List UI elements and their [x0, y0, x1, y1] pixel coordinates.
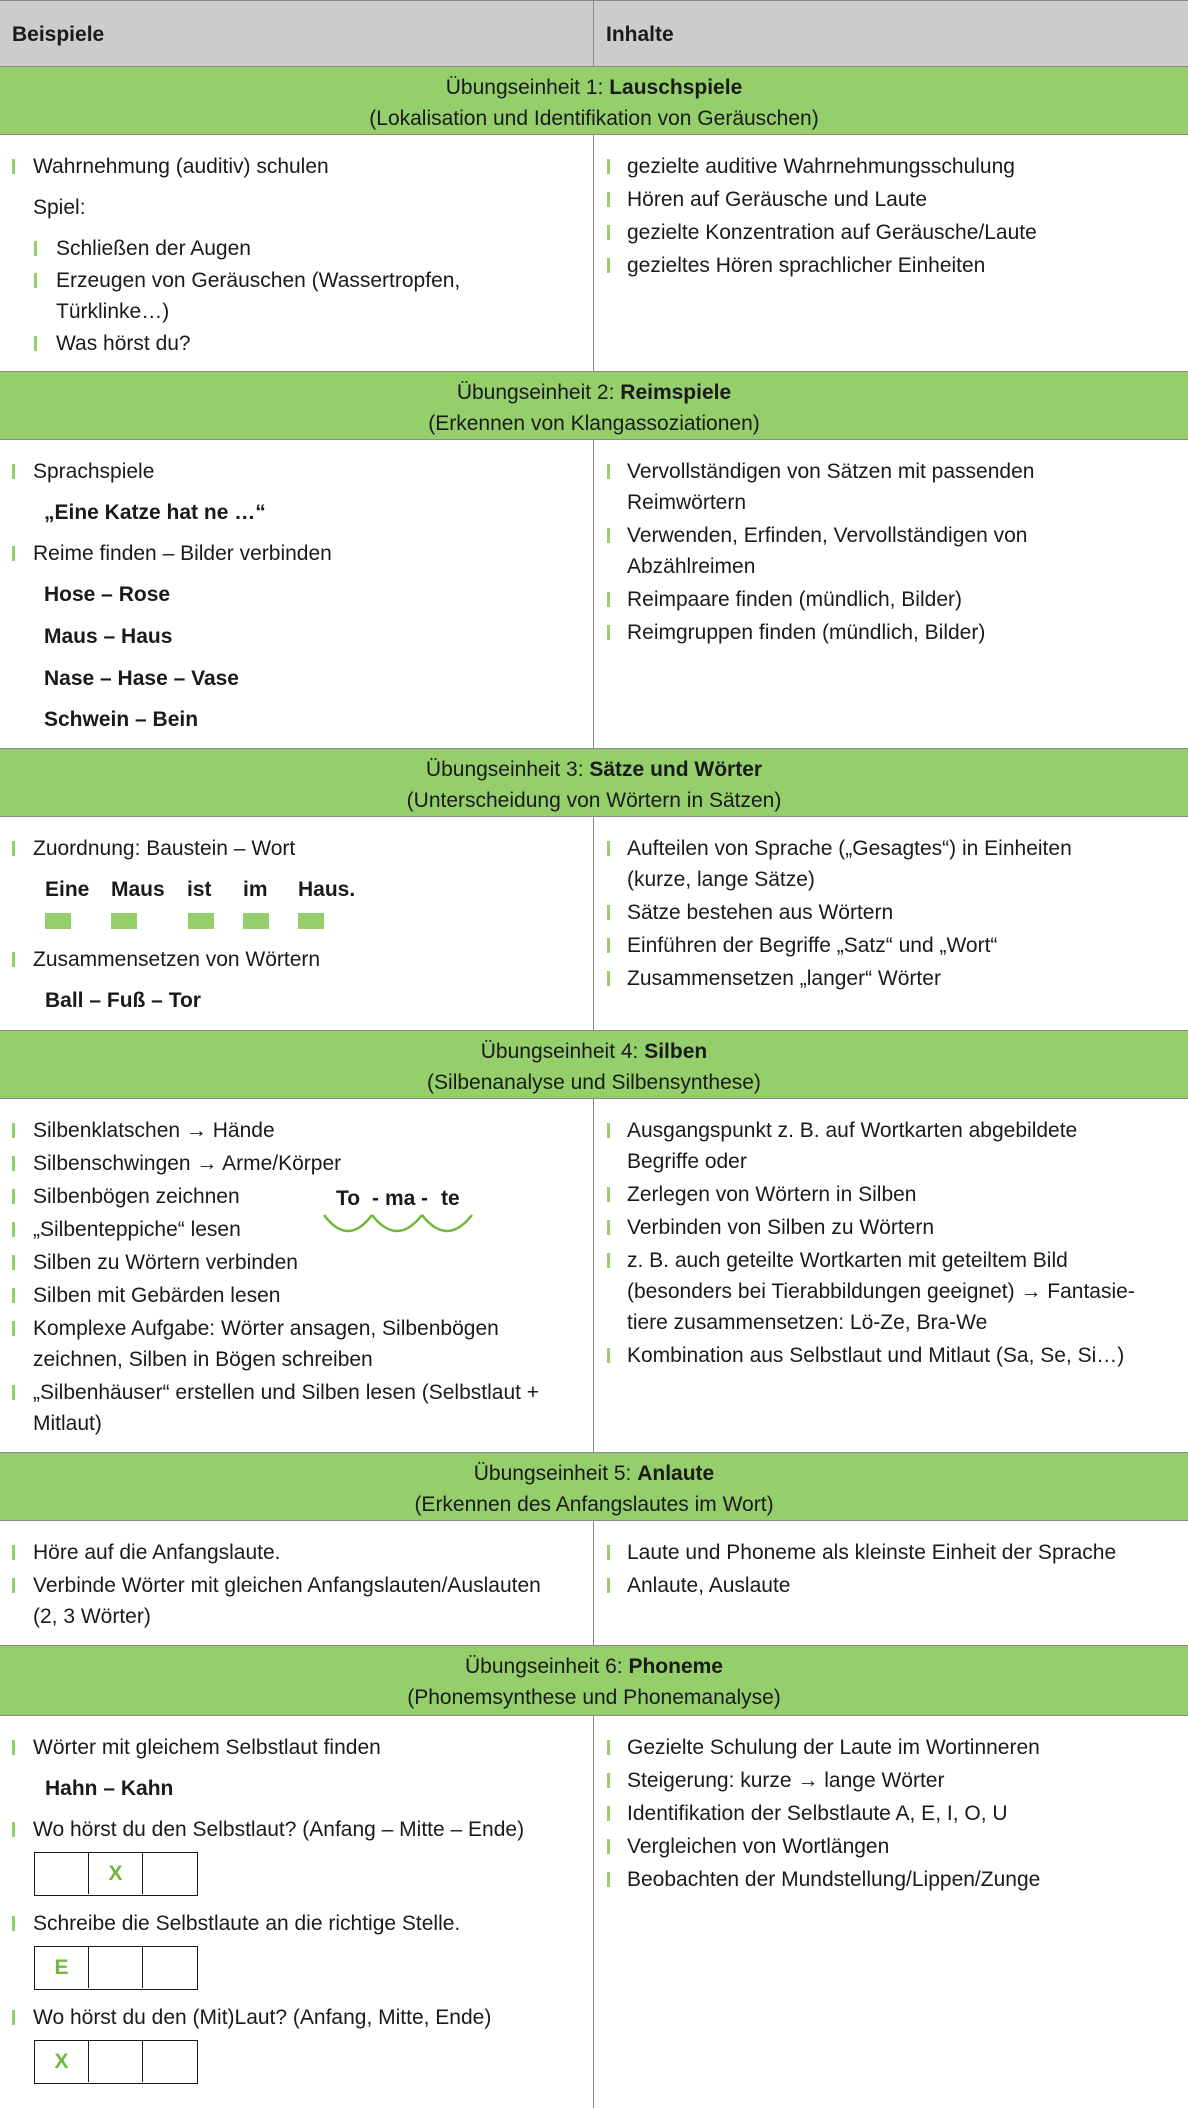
section-3-right	[594, 817, 1188, 1030]
list-item: Steigerung: kurze → lange Wörter	[627, 1769, 945, 1792]
grid-cell	[35, 1853, 89, 1894]
list-item: Identifikation der Selbstlaute A, E, I, O, U	[627, 1802, 1008, 1825]
list-item-cont: Begriffe oder	[627, 1150, 747, 1173]
position-grid-3	[34, 2040, 198, 2084]
bullet-icon	[607, 1545, 610, 1560]
list-item-cont: (kurze, lange Sätze)	[627, 868, 815, 891]
list-item: Sätze bestehen aus Wörtern	[627, 901, 894, 924]
syllable: To	[336, 1187, 361, 1210]
table-header	[0, 0, 1188, 67]
bullet-icon	[607, 1253, 610, 1268]
section-5-subtitle: (Erkennen des Anfangslautes im Wort)	[414, 1493, 774, 1516]
bullet-icon	[12, 1321, 15, 1336]
bullet-icon	[607, 1348, 610, 1363]
example-text: „Eine Katze hat ne …“	[44, 501, 266, 524]
section-5-header	[0, 1453, 1188, 1521]
syllable-arcs-icon	[322, 1213, 482, 1237]
header-beispiele: Beispiele	[0, 1, 594, 68]
list-item: Hören auf Geräusche und Laute	[627, 188, 928, 211]
section-3-header	[0, 749, 1188, 817]
section-4-header	[0, 1031, 1188, 1099]
bullet-icon	[12, 1740, 15, 1755]
grid-cell	[89, 1947, 143, 1988]
list-item: Höre auf die Anfangslaute.	[33, 1541, 281, 1564]
bullet-icon	[12, 1288, 15, 1303]
bullet-icon	[607, 258, 610, 273]
list-item: Vervollständigen von Sätzen mit passenden	[627, 460, 1035, 483]
bullet-icon	[12, 1822, 15, 1837]
building-block-icon	[298, 913, 324, 929]
bullet-icon	[607, 1740, 610, 1755]
bullet-icon	[607, 592, 610, 607]
list-item: gezielte Konzentration auf Geräusche/Laute	[627, 221, 1037, 244]
bullet-icon	[34, 336, 37, 351]
section-3-prefix: Übungseinheit 3:	[425, 758, 590, 781]
list-item-cont: Abzählreimen	[627, 555, 756, 578]
section-3-content	[0, 817, 1188, 1031]
section-6-content	[0, 1716, 1188, 2108]
bullet-icon	[607, 1839, 610, 1854]
bullet-icon	[607, 192, 610, 207]
bullet-icon	[12, 1916, 15, 1931]
list-item: gezieltes Hören sprachlicher Einheiten	[627, 254, 986, 277]
list-item-cont: Reimwörtern	[627, 491, 747, 514]
list-item: Kombination aus Selbstlaut und Mitlaut (Sa, Se, Si…)	[627, 1344, 1125, 1367]
grid-cell	[143, 2041, 197, 2082]
bullet-icon	[607, 528, 610, 543]
bullet-icon	[607, 841, 610, 856]
grid-cell	[89, 2041, 143, 2082]
list-item: z. B. auch geteilte Wortkarten mit geteiltem Bild	[627, 1249, 1068, 1272]
bullet-icon	[12, 1385, 15, 1400]
list-item: Wo hörst du den Selbstlaut? (Anfang – Mitte – Ende)	[33, 1818, 525, 1841]
bullet-icon	[607, 1220, 610, 1235]
bullet-icon	[12, 546, 15, 561]
list-item: Verbinden von Silben zu Wörtern	[627, 1216, 935, 1239]
section-6-header	[0, 1646, 1188, 1716]
section-3-left	[0, 817, 594, 1030]
list-item-cont: Mitlaut)	[33, 1412, 102, 1435]
list-item-cont: tiere zusammensetzen: Lö-Ze, Bra-We	[627, 1311, 988, 1334]
list-item: Silbenschwingen → Arme/Körper	[33, 1152, 342, 1175]
section-6-prefix: Übungseinheit 6:	[465, 1655, 629, 1678]
list-item: Vergleichen von Wortlängen	[627, 1835, 890, 1858]
word-block: Haus.	[298, 878, 356, 901]
list-item-cont: (besonders bei Tierabbildungen geeignet) → Fantasie-	[627, 1280, 1135, 1303]
spiel-label: Spiel:	[33, 196, 86, 219]
bullet-icon	[607, 625, 610, 640]
section-4-left	[0, 1099, 594, 1452]
list-item-cont: (2, 3 Wörter)	[33, 1605, 151, 1628]
bullet-icon	[12, 1189, 15, 1204]
building-block-icon	[188, 913, 214, 929]
section-1-header	[0, 67, 1188, 135]
list-item: Reimgruppen finden (mündlich, Bilder)	[627, 621, 986, 644]
position-grid-1	[34, 1852, 198, 1896]
section-1-subtitle: (Lokalisation und Identifikation von Geräuschen)	[369, 107, 819, 130]
building-block-icon	[45, 913, 71, 929]
section-2-left	[0, 440, 594, 748]
list-item: Zusammensetzen „langer“ Wörter	[627, 967, 941, 990]
list-item: Einführen der Begriffe „Satz“ und „Wort“	[627, 934, 998, 957]
section-5-left	[0, 1521, 594, 1645]
grid-cell: X	[35, 2041, 89, 2082]
bullet-icon	[12, 841, 15, 856]
list-item: Zuordnung: Baustein – Wort	[33, 837, 296, 860]
list-item: Wörter mit gleichem Selbstlaut finden	[33, 1736, 381, 1759]
list-item: Verbinde Wörter mit gleichen Anfangslauten/Auslauten	[33, 1574, 541, 1597]
section-5-prefix: Übungseinheit 5:	[473, 1462, 638, 1485]
example-text: Schwein – Bein	[44, 708, 199, 731]
grid-cell: X	[89, 1853, 143, 1894]
bullet-icon	[34, 241, 37, 256]
section-5-title: Anlaute	[637, 1462, 715, 1485]
bullet-icon	[34, 273, 37, 288]
bullet-icon	[607, 1806, 610, 1821]
list-item: Silben zu Wörtern verbinden	[33, 1251, 298, 1274]
syllable-separator: -	[372, 1187, 379, 1210]
section-1-prefix: Übungseinheit 1:	[445, 76, 610, 99]
grid-cell	[143, 1853, 197, 1894]
bullet-icon	[607, 1578, 610, 1593]
list-item: Erzeugen von Geräuschen (Wassertropfen,	[56, 269, 461, 292]
grid-cell: E	[35, 1947, 89, 1988]
list-item: Anlaute, Auslaute	[627, 1574, 791, 1597]
list-item: Aufteilen von Sprache („Gesagtes“) in Einheiten	[627, 837, 1072, 860]
bullet-icon	[12, 1255, 15, 1270]
example-text: Ball – Fuß – Tor	[45, 989, 201, 1012]
bullet-icon	[12, 952, 15, 967]
header-inhalte: Inhalte	[606, 23, 674, 46]
list-item: Wo hörst du den (Mit)Laut? (Anfang, Mitte, Ende)	[33, 2006, 492, 2029]
bullet-icon	[12, 1545, 15, 1560]
grid-cell	[143, 1947, 197, 1988]
section-1-right	[594, 135, 1188, 371]
bullet-icon	[12, 1222, 15, 1237]
list-item: Schreibe die Selbstlaute an die richtige Stelle.	[33, 1912, 461, 1935]
list-item: Silbenbögen zeichnen	[33, 1185, 240, 1208]
list-item: Komplexe Aufgabe: Wörter ansagen, Silbenbögen	[33, 1317, 499, 1340]
section-6-left	[0, 1716, 594, 2108]
list-item: Reimpaare finden (mündlich, Bilder)	[627, 588, 962, 611]
syllable-separator: -	[421, 1187, 428, 1210]
section-2-content	[0, 440, 1188, 749]
list-item: Schließen der Augen	[56, 237, 251, 260]
bullet-icon	[12, 159, 15, 174]
position-grid-2	[34, 1946, 198, 1990]
list-item: Verwenden, Erfinden, Vervollständigen von	[627, 524, 1028, 547]
building-block-icon	[243, 913, 269, 929]
section-4-title: Silben	[644, 1040, 708, 1063]
word-block: im	[243, 878, 268, 901]
syllable: ma	[385, 1187, 416, 1210]
section-5-content	[0, 1521, 1188, 1646]
bullet-icon	[12, 464, 15, 479]
building-block-icon	[111, 913, 137, 929]
section-1-left	[0, 135, 594, 371]
section-4-prefix: Übungseinheit 4:	[480, 1040, 645, 1063]
list-item: Ausgangspunkt z. B. auf Wortkarten abgebildete	[627, 1119, 1078, 1142]
section-6-right	[594, 1716, 1188, 2108]
list-item: Reime finden – Bilder verbinden	[33, 542, 332, 565]
section-6-subtitle: (Phonemsynthese und Phonemanalyse)	[407, 1686, 781, 1709]
section-5-right	[594, 1521, 1188, 1645]
list-item: Zerlegen von Wörtern in Silben	[627, 1183, 917, 1206]
bullet-icon	[607, 971, 610, 986]
list-item-cont: Türklinke…)	[56, 300, 170, 323]
example-text: Nase – Hase – Vase	[44, 667, 239, 690]
section-6-title: Phoneme	[628, 1655, 723, 1678]
bullet-icon	[12, 1578, 15, 1593]
list-item: Was hörst du?	[56, 332, 191, 355]
list-item: Zusammensetzen von Wörtern	[33, 948, 321, 971]
section-2-right	[594, 440, 1188, 748]
bullet-icon	[607, 1773, 610, 1788]
list-item: Gezielte Schulung der Laute im Wortinneren	[627, 1736, 1040, 1759]
example-text: Hose – Rose	[44, 583, 171, 606]
section-3-title: Sätze und Wörter	[589, 758, 763, 781]
syllable: te	[441, 1187, 460, 1210]
word-block: Maus	[111, 878, 165, 901]
list-item: Silben mit Gebärden lesen	[33, 1284, 281, 1307]
list-item: Silbenklatschen → Hände	[33, 1119, 275, 1142]
word-block: ist	[187, 878, 212, 901]
section-3-subtitle: (Unterscheidung von Wörtern in Sätzen)	[406, 789, 782, 812]
word-block: Eine	[45, 878, 90, 901]
list-item: Sprachspiele	[33, 460, 155, 483]
bullet-icon	[607, 1187, 610, 1202]
bullet-icon	[607, 225, 610, 240]
bullet-icon	[607, 1872, 610, 1887]
section-4-right	[594, 1099, 1188, 1452]
bullet-icon	[607, 905, 610, 920]
section-4-content	[0, 1099, 1188, 1453]
section-4-subtitle: (Silbenanalyse und Silbensynthese)	[427, 1071, 761, 1094]
example-text: Hahn – Kahn	[45, 1777, 174, 1800]
bullet-icon	[12, 1123, 15, 1138]
section-2-header	[0, 372, 1188, 440]
section-2-title: Reimspiele	[620, 381, 732, 404]
section-2-prefix: Übungseinheit 2:	[456, 381, 621, 404]
section-1-content	[0, 135, 1188, 372]
section-2-subtitle: (Erkennen von Klangassoziationen)	[428, 412, 760, 435]
list-item: „Silbenhäuser“ erstellen und Silben lesen (Selbstlaut +	[33, 1381, 540, 1404]
section-1-title: Lauschspiele	[609, 76, 743, 99]
list-item: Wahrnehmung (auditiv) schulen	[33, 155, 329, 178]
list-item: gezielte auditive Wahrnehmungsschulung	[627, 155, 1015, 178]
list-item: Laute und Phoneme als kleinste Einheit der Sprache	[627, 1541, 1117, 1564]
bullet-icon	[12, 2010, 15, 2025]
example-text: Maus – Haus	[44, 625, 173, 648]
bullet-icon	[607, 159, 610, 174]
bullet-icon	[12, 1156, 15, 1171]
list-item-cont: zeichnen, Silben in Bögen schreiben	[33, 1348, 373, 1371]
bullet-icon	[607, 1123, 610, 1138]
bullet-icon	[607, 938, 610, 953]
bullet-icon	[607, 464, 610, 479]
list-item: „Silbenteppiche“ lesen	[33, 1218, 241, 1241]
list-item: Beobachten der Mundstellung/Lippen/Zunge	[627, 1868, 1041, 1891]
